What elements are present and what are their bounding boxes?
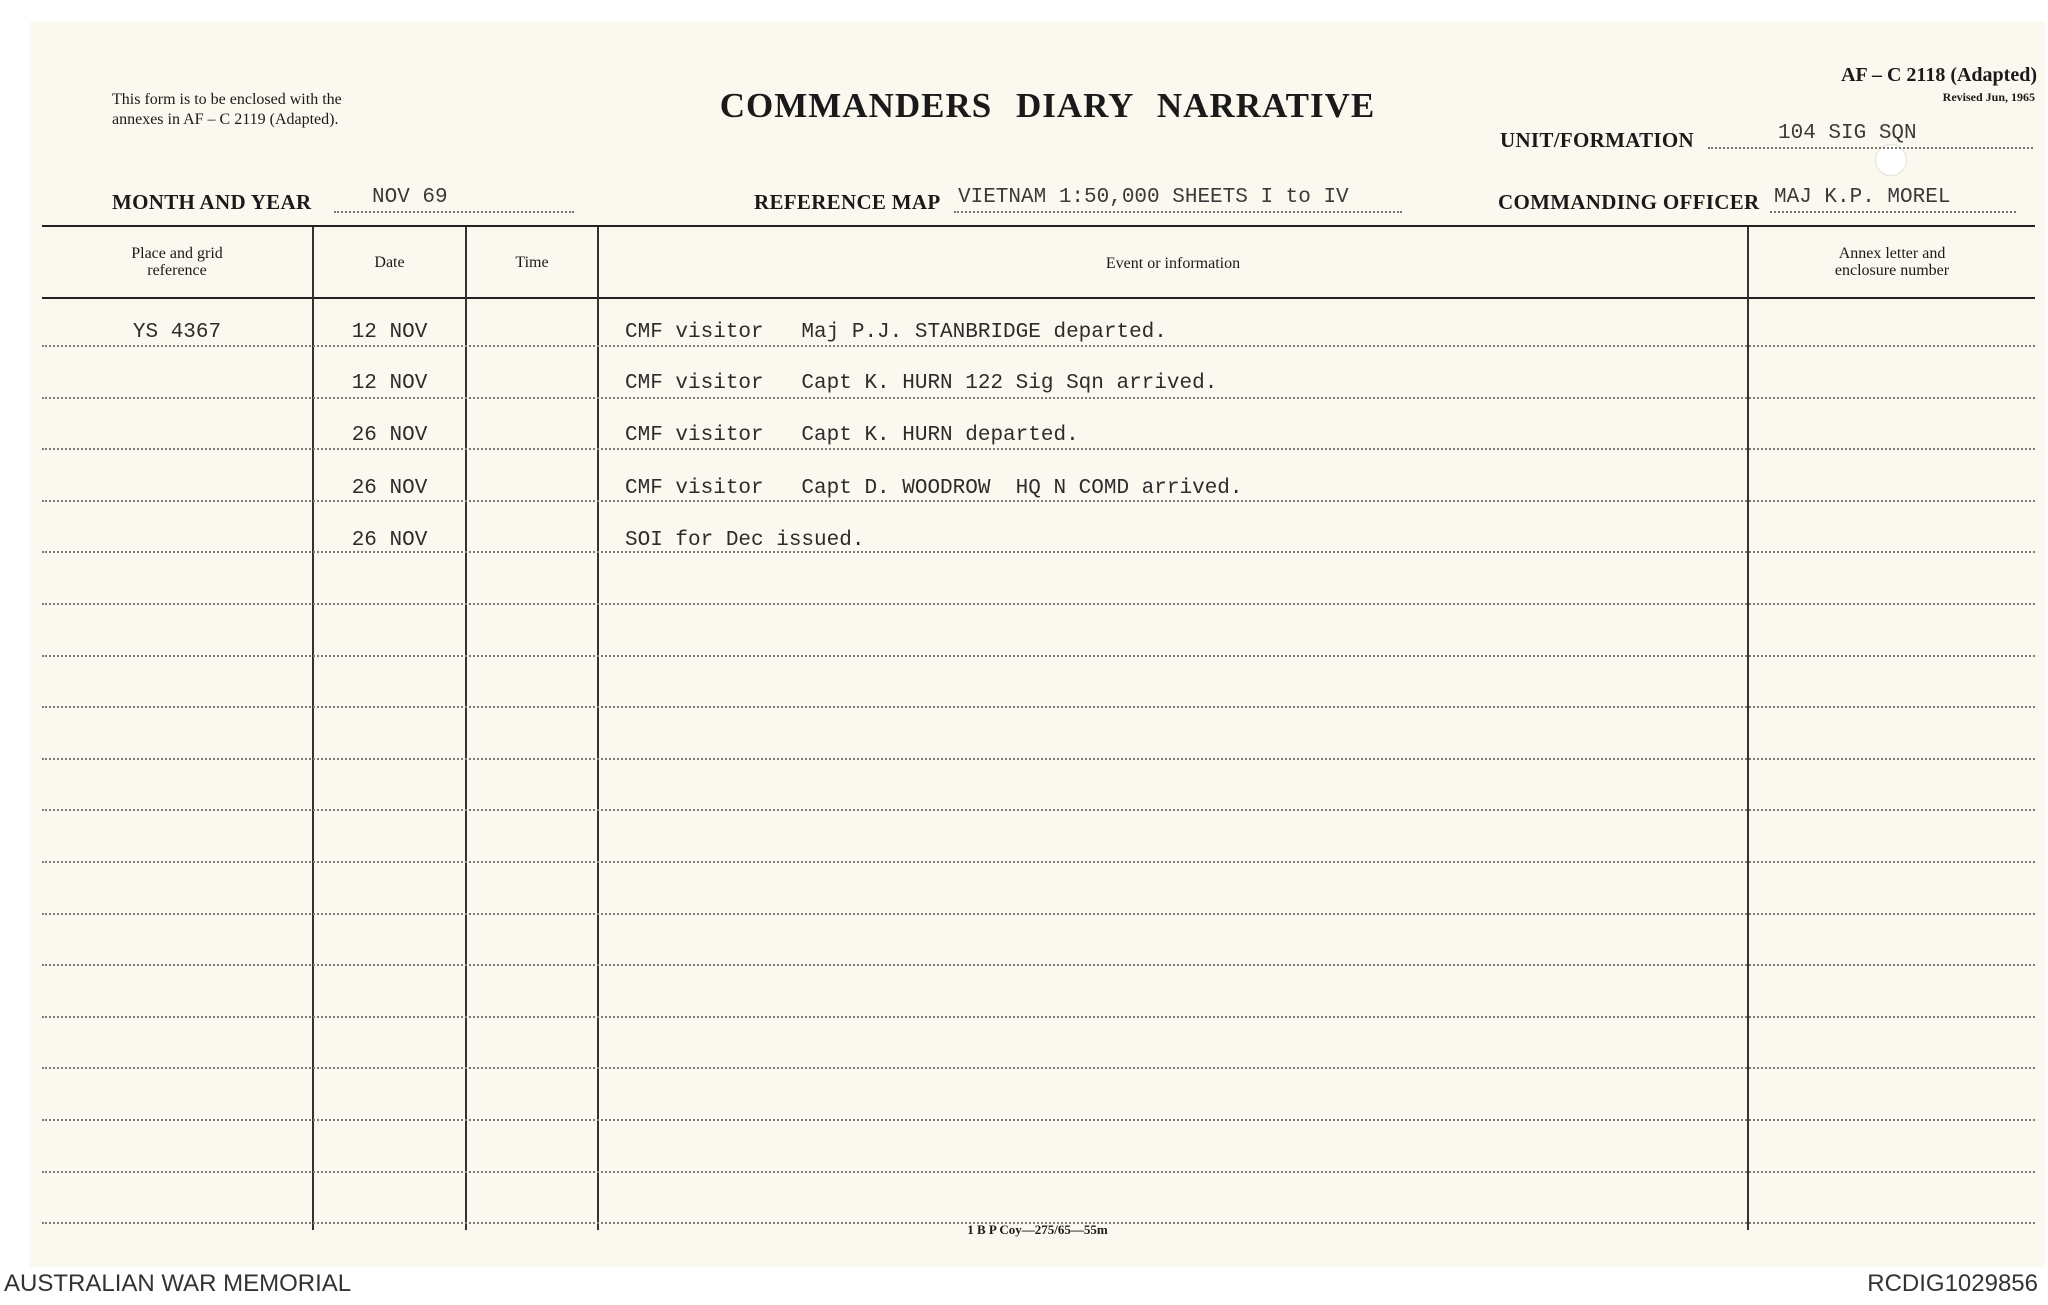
entry-event: CMF visitor Maj P.J. STANBRIDGE departed. xyxy=(625,321,1167,344)
ruled-line xyxy=(42,397,2035,399)
column-header-place-line1: Place and grid xyxy=(131,245,223,262)
ruled-line xyxy=(42,345,2035,347)
column-header-time: Time xyxy=(515,254,549,271)
table-header-rule xyxy=(42,297,2035,299)
ruled-line xyxy=(42,1067,2035,1069)
ruled-line xyxy=(42,655,2035,657)
entry-event: CMF visitor Capt K. HURN departed. xyxy=(625,424,1079,447)
commanding-officer-value: MAJ K.P. MOREL xyxy=(1770,186,2016,213)
column-divider xyxy=(1747,227,1749,1230)
ruled-line xyxy=(42,913,2035,915)
ruled-line xyxy=(42,964,2035,966)
ruled-line xyxy=(42,603,2035,605)
column-header-place xyxy=(42,245,312,279)
entry-date: 26 NOV xyxy=(351,424,428,447)
entry-event: CMF visitor Capt K. HURN 122 Sig Sqn arrived. xyxy=(625,372,1218,395)
column-header-annex-line2: enclosure number xyxy=(1834,262,1950,279)
month-year-value: NOV 69 xyxy=(334,186,574,213)
entry-event: SOI for Dec issued. xyxy=(625,529,865,552)
printer-imprint: 1 B P Coy—275/65—55m xyxy=(967,1222,1108,1237)
unit-formation-value: 104 SIG SQN xyxy=(1708,122,2033,149)
ruled-line xyxy=(42,1016,2035,1018)
form-revised-date: Revised Jun, 1965 xyxy=(1942,90,2035,104)
footer-record-id: RCDIG1029856 xyxy=(1867,1270,2038,1297)
entry-date: 12 NOV xyxy=(351,372,428,395)
table-top-rule xyxy=(42,225,2035,227)
column-divider xyxy=(465,227,467,1230)
ruled-line xyxy=(42,500,2035,502)
entry-event: CMF visitor Capt D. WOODROW HQ N COMD arrived. xyxy=(625,477,1243,500)
ruled-line xyxy=(42,1119,2035,1121)
ruled-line xyxy=(42,706,2035,708)
ruled-line xyxy=(42,758,2035,760)
column-header-annex-line1: Annex letter and xyxy=(1838,245,1946,262)
commanding-officer-label: COMMANDING OFFICER xyxy=(1498,190,1760,214)
ruled-line xyxy=(42,809,2035,811)
unit-formation-label: UNIT/FORMATION xyxy=(1500,128,1694,152)
reference-map-label: REFERENCE MAP xyxy=(754,190,941,214)
column-header-date: Date xyxy=(374,254,405,271)
entry-date: 26 NOV xyxy=(351,529,428,552)
ruled-line xyxy=(42,448,2035,450)
month-year-label: MONTH AND YEAR xyxy=(112,190,312,214)
entry-place: YS 4367 xyxy=(132,321,222,344)
entry-date: 12 NOV xyxy=(351,321,428,344)
column-header-annex xyxy=(1749,245,2035,279)
form-title: COMMANDERS DIARY NARRATIVE xyxy=(719,86,1376,125)
entry-date: 26 NOV xyxy=(351,477,428,500)
footer-archive-name: AUSTRALIAN WAR MEMORIAL xyxy=(4,1270,352,1297)
form-code: AF – C 2118 (Adapted) xyxy=(1841,64,2037,86)
ruled-line xyxy=(42,1171,2035,1173)
enclosure-note-line1: This form is to be enclosed with the xyxy=(112,91,342,108)
reference-map-value: VIETNAM 1:50,000 SHEETS I to IV xyxy=(954,186,1402,213)
diary-form-sheet xyxy=(30,22,2045,1267)
column-divider xyxy=(597,227,599,1230)
column-header-place-line2: reference xyxy=(147,262,207,279)
column-header-event: Event or information xyxy=(1105,255,1241,272)
enclosure-note-line2: annexes in AF – C 2119 (Adapted). xyxy=(112,111,339,128)
ruled-line xyxy=(42,861,2035,863)
